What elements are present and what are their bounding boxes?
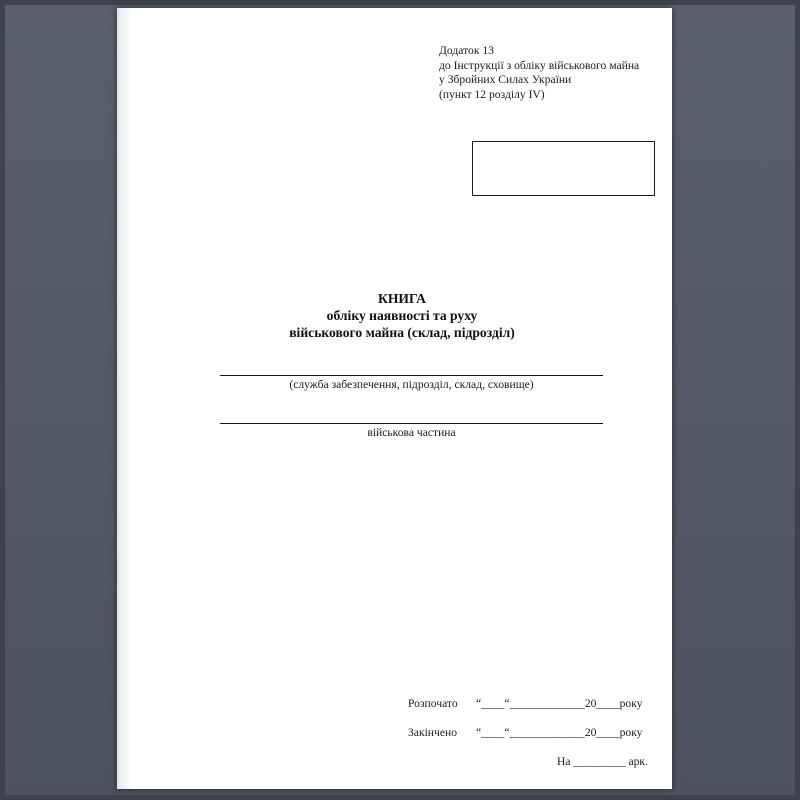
registration-box bbox=[472, 141, 655, 196]
started-value: “____“_____________20____року bbox=[476, 697, 643, 710]
unit-fill-line bbox=[220, 423, 603, 424]
started-label: Розпочато bbox=[408, 697, 458, 710]
document-page bbox=[117, 8, 672, 789]
finished-value: “____“_____________20____року bbox=[476, 726, 643, 739]
title-line-1: КНИГА bbox=[378, 291, 426, 306]
service-fill-line bbox=[220, 375, 603, 376]
title-line-2: обліку наявності та руху bbox=[326, 308, 478, 323]
sheets-value: На _________ арк. bbox=[557, 755, 648, 768]
finished-label: Закінчено bbox=[408, 726, 457, 739]
appendix-line: у Збройних Силах України bbox=[439, 73, 572, 86]
appendix-line: (пункт 12 розділу IV) bbox=[439, 87, 545, 101]
unit-caption: військова частина bbox=[367, 426, 456, 439]
appendix-note bbox=[439, 44, 639, 102]
title-line-3: військового майна (склад, підрозділ) bbox=[289, 325, 515, 340]
sheets-row bbox=[557, 755, 648, 768]
appendix-line: Додаток 13 bbox=[439, 44, 494, 57]
service-caption: (служба забезпечення, підрозділ, склад, сховище) bbox=[289, 378, 534, 391]
page-spine bbox=[117, 8, 132, 789]
appendix-line: до Інструкції з обліку військового майна bbox=[439, 58, 640, 72]
book-title bbox=[132, 290, 672, 341]
